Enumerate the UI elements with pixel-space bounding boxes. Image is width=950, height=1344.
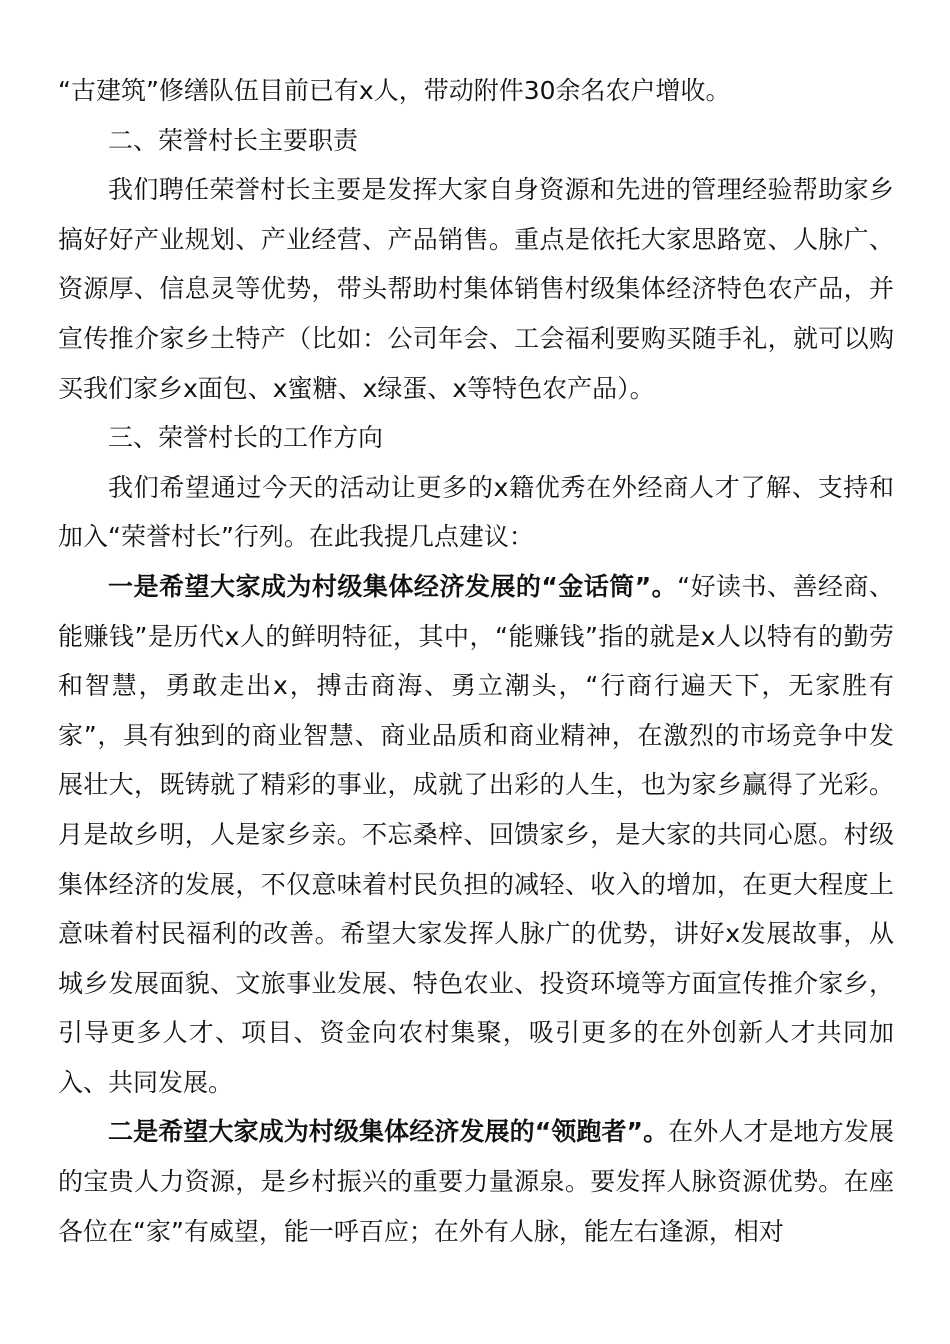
suggestion-one-heading: 一是希望大家成为村级集体经济发展的“金话筒”。	[108, 571, 678, 601]
paragraph-continuation: “古建筑”修缮队伍目前已有x人，带动附件30余名农户增收。	[58, 76, 731, 105]
section-heading-direction: 三、荣誉村长的工作方向	[108, 423, 384, 453]
paragraph-suggestions-intro: 我们希望通过今天的活动让更多的x籍优秀在外经商人才了解、支持和加入“荣誉村长”行列。在此我提几点建议：	[58, 472, 894, 552]
suggestion-two-text: 在外人才是地方发展的宝贵人力资源，是乡村振兴的重要力量源泉。要发挥人脉资源优势。在座各位在“家”有威望，能一呼百应；在外有人脉，能左右逢源，相对	[58, 1117, 894, 1246]
paragraph-suggestion-one	[58, 562, 894, 1108]
suggestion-two-heading: 二是希望大家成为村级集体经济发展的“领跑者”。	[108, 1117, 669, 1147]
paragraph-suggestion-two	[58, 1107, 894, 1256]
document-body	[58, 66, 894, 1256]
paragraph-duties: 我们聘任荣誉村长主要是发挥大家自身资源和先进的管理经验帮助家乡搞好好产业规划、产业经营、产品销售。重点是依托大家思路宽、人脉广、资源厚、信息灵等优势，带头帮助村集体销售村级集体经济特色农产品，并宣传推介家乡土特产（比如：公司年会、工会福利要购买随手礼，就可以购买我们家乡x面包、x蜜糖、x绿蛋、x等特色农产品）。	[58, 175, 894, 403]
section-heading-duties: 二、荣誉村长主要职责	[108, 125, 359, 155]
suggestion-one-text: “好读书、善经商、能赚钱”是历代x人的鲜明特征，其中，“能赚钱”指的就是x人以特有的勤劳和智慧，勇敢走出x，搏击商海、勇立潮头，“行商行遍天下，无家胜有家”，具有独到的商业智慧、商业品质和商业精神，在激烈的市场竞争中发展壮大，既铸就了精彩的事业，成就了出彩的人生，也为家乡赢得了光彩。月是故乡明，人是家乡亲。不忘桑梓、回馈家乡，是大家的共同心愿。村级集体经济的发展，不仅意味着村民负担的减轻、收入的增加，在更大程度上意味着村民福利的改善。希望大家发挥人脉广的优势，讲好x发展故事，从城乡发展面貌、文旅事业发展、特色农业、投资环境等方面宣传推介家乡，引导更多人才、项目、资金向农村集聚，吸引更多的在外创新人才共同加入、共同发展。	[58, 571, 894, 1097]
